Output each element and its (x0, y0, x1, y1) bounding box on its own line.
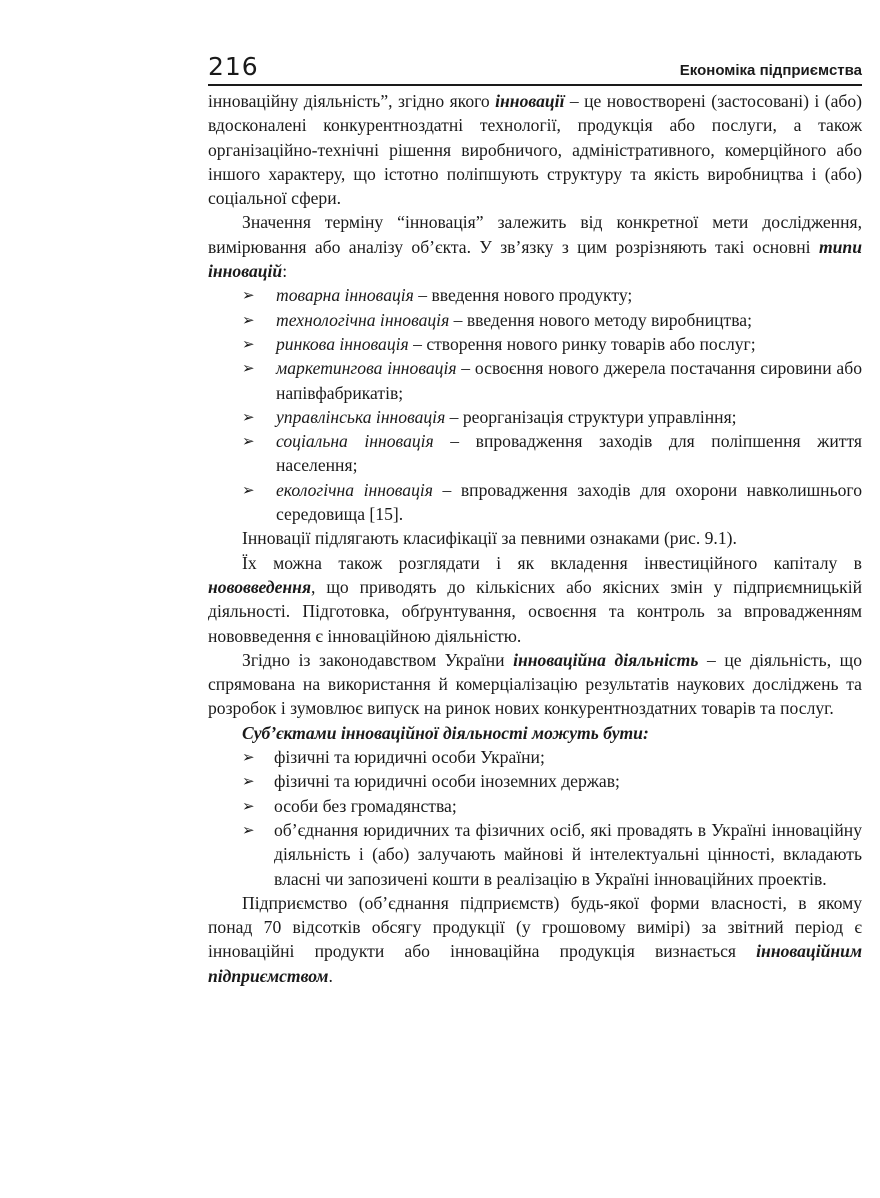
running-title: Економіка підприємства (679, 62, 862, 79)
list-item: ➢ товарна інновація – введення нового продукту; (208, 283, 862, 307)
list-item: ➢ ринкова інновація – створення нового ринку товарів або послуг; (208, 332, 862, 356)
term-novelty: нововведення (208, 576, 312, 597)
page-body (208, 89, 862, 988)
term-innovation-activity: інноваційна діяльність (513, 649, 699, 670)
list-item: ➢ фізичні та юридичні особи України; (208, 745, 862, 769)
subjects-list (208, 745, 862, 891)
list-item: ➢ технологічна інновація – введення нового методу виробництва; (208, 308, 862, 332)
list-item: ➢ соціальна інновація – впровадження заходів для поліпшення життя населення; (242, 431, 862, 476)
arrow-bullet-icon: ➢ (242, 480, 255, 499)
book-page (208, 52, 862, 988)
paragraph-innovative-enterprise: Підприємство (об’єднання підприємств) будь-якої форми власності, в якому понад 70 відсотків обсягу продукції (у грошовому вимірі) за звітний період є інноваційні продукти або інноваційна продукція визнається інноваційним підприємством. (208, 892, 862, 986)
subjects-heading: Суб’єктами інноваційної діяльності можуть бути: (242, 722, 649, 743)
page-header (208, 52, 862, 86)
list-item: ➢ екологічна інновація – впровадження заходів для охорони навколишнього середовища [15]. (242, 479, 862, 525)
arrow-bullet-icon: ➢ (242, 407, 255, 426)
arrow-bullet-icon: ➢ (242, 310, 255, 329)
arrow-bullet-icon: ➢ (242, 432, 255, 451)
arrow-bullet-icon: ➢ (242, 772, 255, 791)
arrow-bullet-icon: ➢ (242, 820, 255, 839)
term-innovation-types: типи інновацій (208, 236, 862, 282)
paragraph-innovation-activity: Згідно із законодавством України інноваційна діяльність – це діяльність, що спрямована на використання й комерціалізацію результатів наукових досліджень та розробок і зумовлює випуск на ринок нових конкурентноздатних товарів та послуг. (208, 649, 862, 719)
arrow-bullet-icon: ➢ (242, 334, 255, 353)
paragraph-innovation-types-intro: Значення терміну “інновація” залежить від конкретної мети дослідження, вимірювання або аналізу об’єкта. У зв’язку з цим розрізняють такі основні типи інновацій: (208, 212, 862, 282)
innovation-types-list (208, 283, 862, 526)
arrow-bullet-icon: ➢ (242, 796, 255, 815)
arrow-bullet-icon: ➢ (242, 286, 255, 305)
page-number: 216 (208, 52, 259, 81)
paragraph-classification: Інновації підлягають класифікації за певними ознаками (рис. 9.1). (242, 528, 737, 549)
list-item: ➢ фізичні та юридичні особи іноземних держав; (208, 769, 862, 793)
list-item: ➢ особи без громадянства; (208, 794, 862, 818)
paragraph-investment: Їх можна також розглядати і як вкладення інвестиційного капіталу в нововведення, що приводять до кількісних або якісних змін у підприємницькій діяльності. Підготовка, обґрунтування, освоєння та контроль за впровадженням нововведення є інноваційною діяльністю. (208, 552, 862, 646)
paragraph-innovation-definition: інноваційну діяльність”, згідно якого інновації – це новостворені (застосовані) і (або) вдосконалені конкурентноздатні технології, продукція або послуги, а також організаційно-технічні рішення виробничого, адміністративного, комерційного або іншого характеру, що істотно поліпшують структуру та якість виробництва і (або) соціальної сфери. (208, 91, 862, 209)
list-item: ➢ маркетингова інновація – освоєння нового джерела постачання сировини або напівфабрикатів; (242, 358, 862, 403)
arrow-bullet-icon: ➢ (242, 748, 255, 767)
arrow-bullet-icon: ➢ (242, 359, 255, 378)
term-innovative-enterprise: інноваційним підприємством (208, 941, 862, 986)
list-item: ➢ об’єднання юридичних та фізичних осіб, які провадять в Україні інноваційну діяльність і (або) залучають майнові й інтелектуальні цінності, вкладають власні чи запозичені кошти в реалізацію в Україні інноваційних проектів. (242, 819, 862, 889)
list-item: ➢ управлінська інновація – реорганізація структури управління; (208, 405, 862, 429)
term-innovations: інновації (495, 91, 565, 111)
